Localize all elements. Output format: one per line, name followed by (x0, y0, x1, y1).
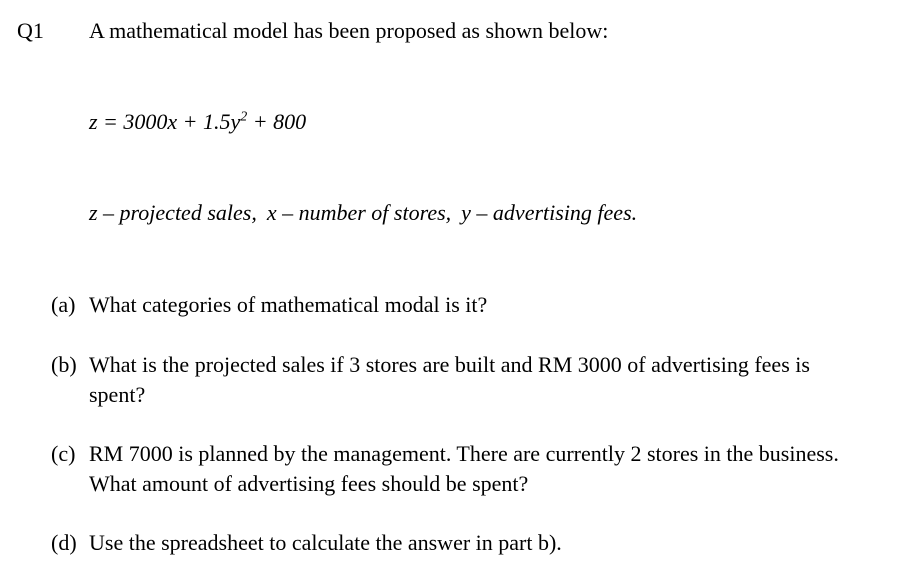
part-c-text: RM 7000 is planned by the management. There are currently 2 stores in the business. What amount of advertising fees should be spent? (89, 441, 839, 496)
definition-y: y – advertising fees. (461, 200, 638, 225)
part-b (51, 350, 871, 410)
part-a-label: (a) (51, 292, 76, 317)
part-a-text: What categories of mathematical modal is it? (89, 292, 488, 317)
part-c (51, 439, 871, 499)
question-intro: A mathematical model has been proposed as shown below: (89, 18, 609, 43)
question-number: Q1 (17, 18, 44, 43)
part-d (51, 528, 871, 558)
equation-lhs: z = 3000x + 1.5y (89, 109, 241, 134)
part-b-label: (b) (51, 352, 77, 377)
part-b-text: What is the projected sales if 3 stores are built and RM 3000 of advertising fees is spent? (89, 352, 810, 407)
part-c-label: (c) (51, 441, 76, 466)
definition-x: x – number of stores, (266, 200, 452, 225)
model-equation (89, 107, 306, 137)
part-a (51, 290, 871, 320)
definition-z: z – projected sales, (89, 200, 257, 225)
variable-definitions (89, 198, 637, 228)
equation-exponent: 2 (240, 109, 248, 125)
equation-rhs: + 800 (247, 109, 307, 134)
part-d-label: (d) (51, 530, 77, 555)
part-d-text: Use the spreadsheet to calculate the answer in part b). (89, 530, 562, 555)
